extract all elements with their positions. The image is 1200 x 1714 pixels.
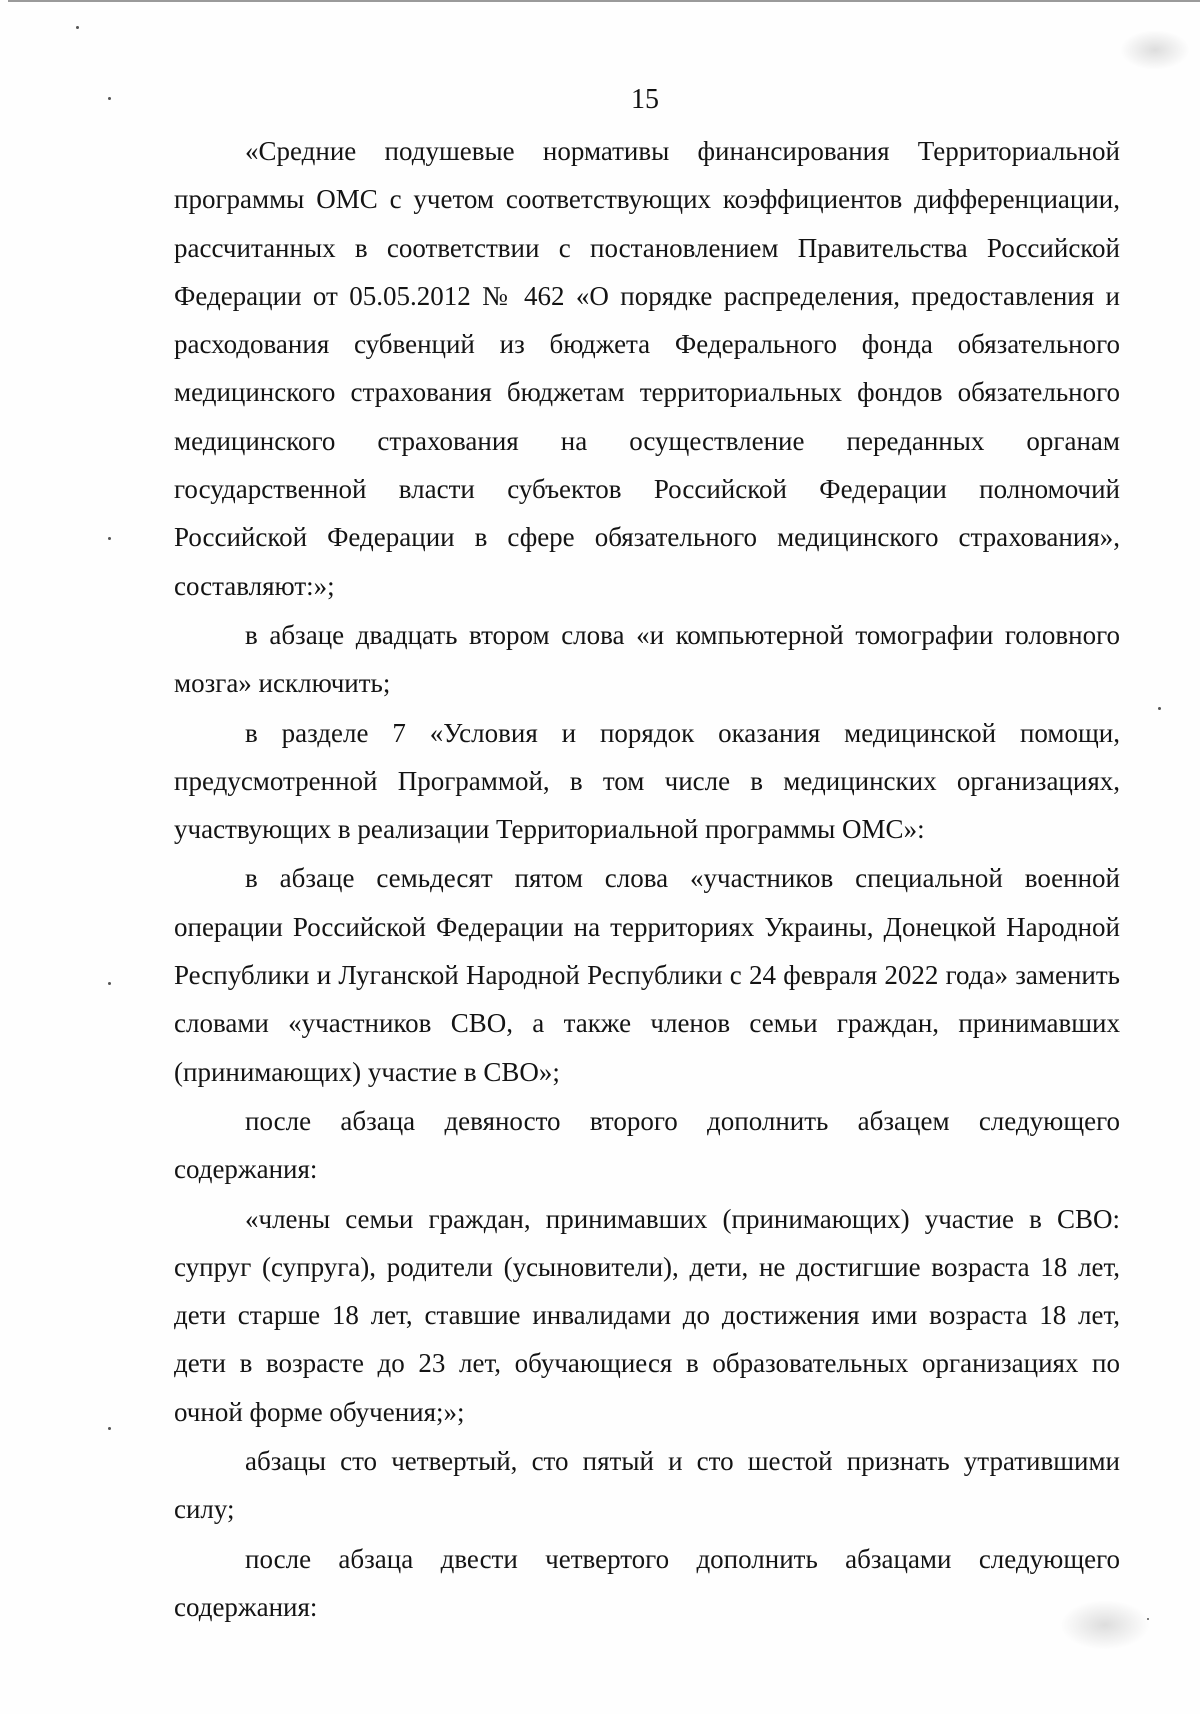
page-number: 15 bbox=[631, 84, 659, 115]
scan-speck bbox=[108, 1427, 111, 1430]
paragraph-after-92: после абзаца девяносто второго дополнить абзацем следующего содержания: bbox=[174, 1105, 1120, 1185]
paragraph-after-204: после абзаца двести четвертого дополнить абзацами следующего содержания: bbox=[174, 1543, 1120, 1622]
scan-speck bbox=[76, 26, 79, 29]
scan-speck bbox=[108, 537, 111, 540]
paragraph-normatives: «Средние подушевые нормативы финансирования Территориальной программы ОМС с учетом соответствующих коэффициентов дифференциации, рассчитанных в соответствии с постановлением Правительства Российской Федерации от 05.05.2012 № 462 «О порядке распределения, предоставления и расходования субвенций из бюджета Федерального фонда обязательного медицинского страхования бюджетам территориальных фондов обязательного медицинского страхования на осуществление переданных органам государственной власти субъектов Российской Федерации полномочий Российской Федерации в сфере обязательного медицинского страхования», составляют:»; bbox=[174, 136, 1120, 601]
scan-top-edge bbox=[8, 0, 1200, 2]
paragraph-abzats-104-106: абзацы сто четвертый, сто пятый и сто шестой признать утратившими силу; bbox=[174, 1446, 1120, 1525]
scan-speck bbox=[1158, 707, 1161, 710]
paragraph-section-7: в разделе 7 «Условия и порядок оказания медицинской помощи, предусмотренной Программой, в том числе в медицинских организациях, участвующих в реализации Территориальной программы ОМС»: bbox=[174, 717, 1120, 845]
paragraph-abzats-22: в абзаце двадцать втором слова «и компьютерной томографии головного мозга» исключить; bbox=[174, 619, 1120, 699]
document-body bbox=[174, 127, 1120, 1632]
scan-speck bbox=[108, 982, 111, 985]
paragraph-family-members: «члены семьи граждан, принимавших (принимающих) участие в СВО: супруг (супруга), родители (усыновители), дети, не достигшие возраста 18 лет, дети старше 18 лет, ставшие инвалидами до достижения ими возраста 18 лет, дети в возрасте до 23 лет, обучающиеся в образовательных организациях по очной форме обучения;»; bbox=[174, 1203, 1120, 1427]
scan-smudge bbox=[1120, 30, 1190, 70]
paragraph-abzats-75: в абзаце семьдесят пятом слова «участников специальной военной операции Российской Федерации на территориях Украины, Донецкой Народной Республики и Луганской Народной Республики с 24 февраля 2022 года» заменить словами «участников СВО, а также членов семьи граждан, принимавших (принимающих) участие в СВО»; bbox=[174, 863, 1120, 1087]
